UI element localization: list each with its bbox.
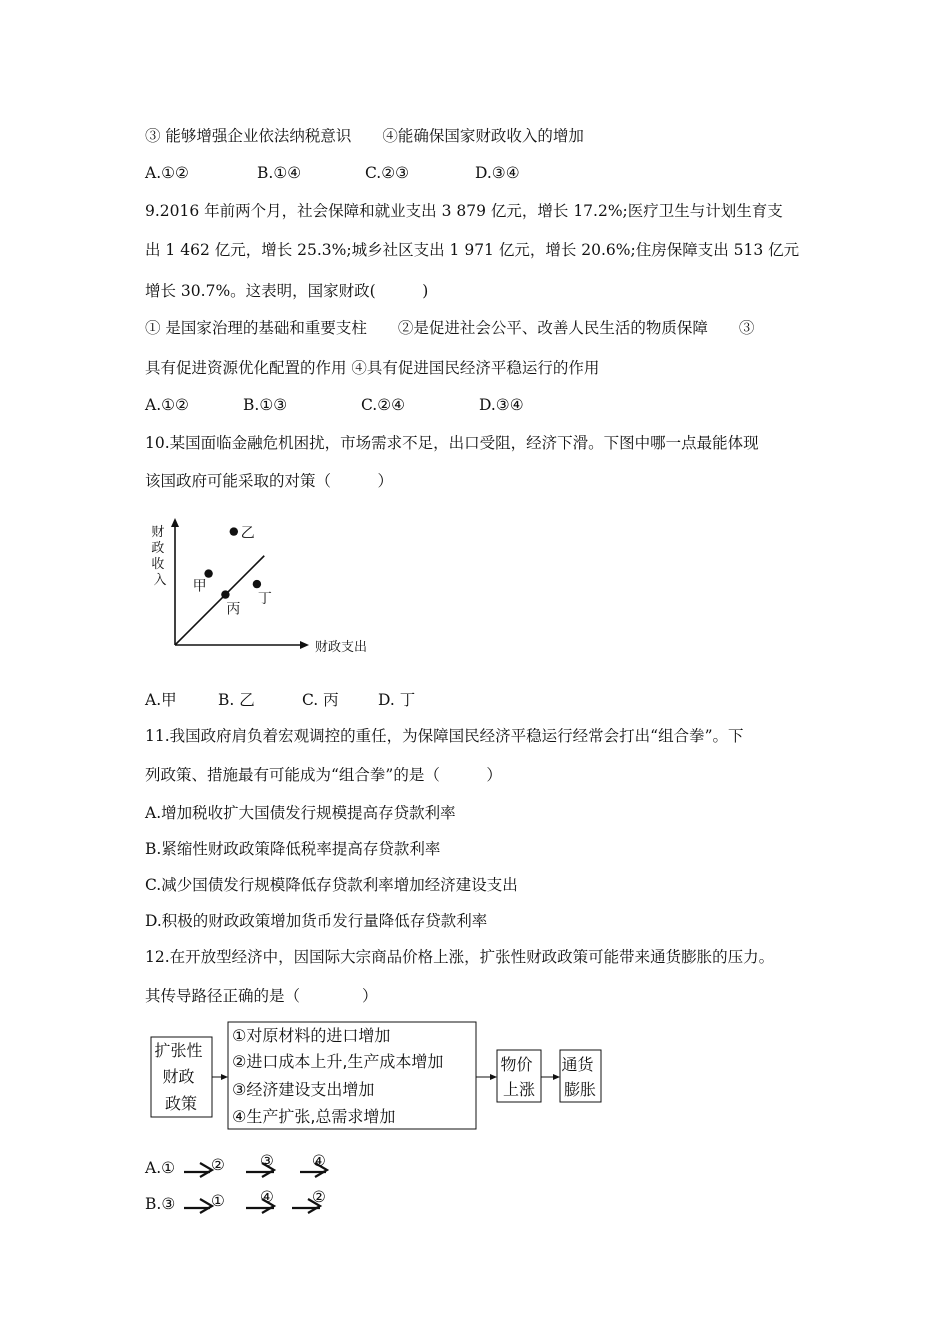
q10-line-1: 10.某国面临金融危机困扰，市场需求不足，出口受阻，经济下滑。下图中哪一点最能体现 [145,434,759,452]
q10-option-c[interactable]: C. 丙 [302,691,339,709]
q12-option-a-start[interactable]: A.① [145,1159,176,1177]
q12-option-a-step-1: ② [211,1156,225,1174]
q12-step-2: ②进口成本上升,生产成本增加 [232,1052,444,1071]
q10-line-2: 该国政府可能采取的对策（ ） [145,472,394,490]
q12-box-steps-text [232,1026,449,1126]
q12-arrow-3-head [553,1074,560,1080]
q12-box4-line-2: 膨胀 [563,1080,597,1099]
q8-option-c[interactable]: C.②③ [365,164,410,182]
q12-option-b-step-3: ② [312,1188,326,1206]
q12-diagram [145,1020,615,1132]
q10-point-label-1: 甲 [192,578,207,595]
q12-step-1: ①对原材料的进口增加 [232,1026,391,1045]
q12-line-2: 其传导路径正确的是（ ） [145,987,378,1005]
q9-option-b[interactable]: B.①③ [243,396,288,414]
q10-point-1 [204,569,212,577]
q12-box4-line-1: 通货 [561,1055,594,1074]
q12-box1-line-2: 财政 [162,1067,195,1086]
q10-xlabel: 财政支出 [315,640,368,655]
q9-option-a[interactable]: A.①② [145,396,189,414]
q10-y-axis-arrow [171,518,179,527]
q9-line-5: 具有促进资源优化配置的作用 ④具有促进国民经济平稳运行的作用 [145,359,600,377]
q9-options [145,395,524,415]
q8-option-a[interactable]: A.①② [145,164,189,182]
q10-point-4 [253,580,261,588]
q11-option-c[interactable]: C.减少国债发行规模降低存贷款利率增加经济建设支出 [145,876,518,894]
q10-ylabel-char-1: 财 [151,525,165,540]
q8-option-b[interactable]: B.①④ [257,164,302,182]
q9-option-c[interactable]: C.②④ [361,396,406,414]
q12-arrow-1-head [221,1074,228,1080]
q10-ylabel-char-2: 政 [151,541,165,556]
q10-option-a[interactable]: A.甲 [145,691,177,709]
q9-line-2: 出 1 462 亿元，增长 25.3%;城乡社区支出 1 971 亿元，增长 20.6%;住房保障支出 513 亿元 [145,241,800,259]
q12-option-b-arrows [180,1188,380,1216]
q10-option-d[interactable]: D. 丁 [378,691,416,709]
q12-option-b-step-1: ① [211,1192,225,1210]
q12-box3-line-1: 物价 [500,1055,533,1074]
q12-box1-line-1: 扩张性 [154,1041,203,1060]
q9-option-d[interactable]: D.③④ [479,396,524,414]
q12-option-b-start[interactable]: B.③ [145,1195,176,1213]
q12-step-3: ③经济建设支出增加 [232,1080,375,1099]
q10-reference-line [175,556,264,645]
q12-option-b-arrow-1 [184,1199,212,1213]
q10-ylabel [151,524,168,588]
q12-box1-line-3: 政策 [164,1094,198,1113]
q10-chart [145,515,385,665]
q9-line-3: 增长 30.7%。这表明，国家财政( ) [145,282,429,300]
q12-arrow-2-head [490,1074,497,1080]
q9-line-1: 9.2016 年前两个月，社会保障和就业支出 3 879 亿元，增长 17.2%;医疗卫生与计划生育支 [145,202,783,220]
q10-point-3 [221,590,229,598]
q12-option-a-step-3: ④ [312,1152,326,1170]
q12-box-price-text [500,1055,537,1099]
q12-line-1: 12.在开放型经济中，因国际大宗商品价格上涨，扩张性财政政策可能带来通货膨胀的压力。 [145,948,775,966]
q10-option-b[interactable]: B. 乙 [218,691,255,709]
q9-line-4: ① 是国家治理的基础和重要支柱 ②是促进社会公平、改善人民生活的物质保障 ③ [145,319,755,337]
q12-option-a-step-2: ③ [260,1152,274,1170]
q12-option-a-arrows [180,1152,380,1180]
q12-option-b-step-2: ④ [260,1188,274,1206]
q12-box3-line-2: 上涨 [502,1080,536,1099]
q11-option-d[interactable]: D.积极的财政政策增加货币发行量降低存贷款利率 [145,912,488,930]
q8-statements: ③ 能够增强企业依法纳税意识 ④能确保国家财政收入的增加 [145,127,584,145]
q12-option-a-arrow-1 [184,1163,212,1177]
q12-step-4: ④生产扩张,总需求增加 [232,1107,396,1126]
q12-box-inflation-text [561,1055,598,1099]
q11-option-a[interactable]: A.增加税收扩大国债发行规模提高存贷款利率 [145,804,456,822]
q8-options [145,163,520,183]
q11-line-2: 列政策、措施最有可能成为“组合拳”的是（ ） [145,766,502,784]
q10-x-axis-arrow [300,641,309,649]
q11-line-1: 11.我国政府肩负着宏观调控的重任，为保障国民经济平稳运行经常会打出“组合拳”。下 [145,727,744,745]
q10-point-label-2: 乙 [240,525,255,542]
q11-option-b[interactable]: B.紧缩性财政政策降低税率提高存贷款利率 [145,840,441,858]
q10-point-label-3: 丙 [226,601,241,618]
q10-ylabel-char-4: 入 [153,573,167,588]
q10-point-2 [230,527,238,535]
q12-box-policy-text [154,1041,207,1113]
q10-ylabel-char-3: 收 [151,557,165,572]
q10-options [145,690,415,710]
q10-point-label-4: 丁 [257,591,272,608]
q8-option-d[interactable]: D.③④ [475,164,520,182]
